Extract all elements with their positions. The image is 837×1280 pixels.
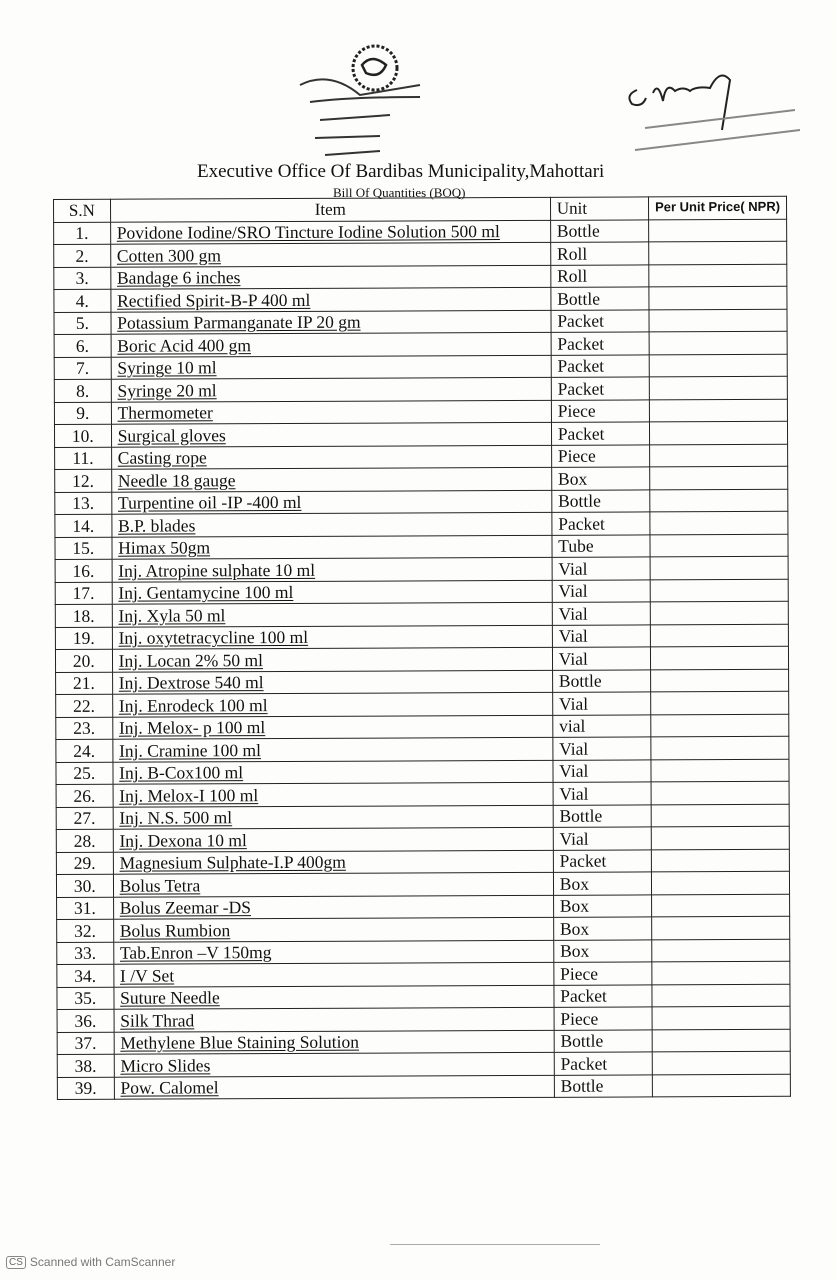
table-row xyxy=(54,286,787,312)
table-row xyxy=(54,331,787,357)
row-sn: 29. xyxy=(56,852,113,875)
row-price xyxy=(649,286,787,309)
row-sn: 25. xyxy=(56,762,113,785)
row-unit: Packet xyxy=(553,849,651,872)
table-row xyxy=(55,556,788,582)
row-unit: Packet xyxy=(551,309,649,332)
table-row xyxy=(55,466,788,492)
row-item: Inj. oxytetracycline 100 ml xyxy=(112,625,552,649)
row-unit: Packet xyxy=(551,332,649,355)
row-unit: Bottle xyxy=(553,804,651,827)
row-item: Methylene Blue Staining Solution xyxy=(114,1030,554,1054)
row-sn: 26. xyxy=(56,784,113,807)
row-unit: Bottle xyxy=(551,287,649,310)
row-sn: 34. xyxy=(57,964,114,987)
row-price xyxy=(651,736,789,759)
row-item: Syringe 10 ml xyxy=(111,355,551,379)
row-unit: Box xyxy=(554,939,652,962)
row-item: Rectified Spirit-B-P 400 ml xyxy=(111,287,551,311)
row-sn: 23. xyxy=(56,717,113,740)
table-row xyxy=(56,714,789,740)
row-unit: Packet xyxy=(551,422,649,445)
row-item: Inj. Xyla 50 ml xyxy=(112,602,552,626)
row-unit: Tube xyxy=(552,534,650,557)
row-item: Inj. Atropine sulphate 10 ml xyxy=(112,557,552,581)
row-sn: 30. xyxy=(56,874,113,897)
row-unit: Vial xyxy=(552,692,650,715)
table-row xyxy=(55,489,788,515)
row-price xyxy=(650,646,788,669)
row-item: Inj. Dextrose 540 ml xyxy=(112,670,552,694)
row-unit: Roll xyxy=(550,242,648,265)
row-sn: 14. xyxy=(55,514,112,537)
row-item: I /V Set xyxy=(113,962,553,986)
table-row xyxy=(54,421,787,447)
row-price xyxy=(652,894,790,917)
row-item: Bandage 6 inches xyxy=(110,265,550,289)
row-unit: Piece xyxy=(554,962,652,985)
table-row xyxy=(56,849,789,875)
row-item: Inj. Enrodeck 100 ml xyxy=(112,692,552,716)
row-price xyxy=(651,691,789,714)
row-item: Tab.Enron –V 150mg xyxy=(113,940,553,964)
document-subtitle: Bill Of Quantities (BOQ) xyxy=(333,185,466,200)
row-sn: 11. xyxy=(55,447,112,470)
row-unit: Packet xyxy=(552,512,650,535)
row-price xyxy=(650,489,788,512)
row-unit: Vial xyxy=(553,759,651,782)
column-header-price: Per Unit Price( NPR) xyxy=(649,196,787,219)
row-price xyxy=(652,939,790,962)
table-row xyxy=(55,646,788,672)
watermark-text: Scanned with CamScanner xyxy=(29,1255,176,1269)
table-row xyxy=(55,579,788,605)
table-row xyxy=(54,354,787,380)
row-unit: vial xyxy=(553,714,651,737)
row-sn: 33. xyxy=(57,942,114,965)
row-sn: 16. xyxy=(55,559,112,582)
row-sn: 31. xyxy=(57,897,114,920)
row-unit: Vial xyxy=(553,782,651,805)
row-sn: 28. xyxy=(56,829,113,852)
table-row xyxy=(56,871,789,897)
row-price xyxy=(652,1029,790,1052)
row-price xyxy=(650,556,788,579)
row-sn: 8. xyxy=(54,379,111,402)
row-price xyxy=(650,534,788,557)
row-item: Micro Slides xyxy=(114,1052,554,1076)
row-item: Silk Thrad xyxy=(114,1007,554,1031)
row-sn: 1. xyxy=(54,222,111,245)
row-unit: Bottle xyxy=(554,1029,652,1052)
row-price xyxy=(652,984,790,1007)
row-item: Cotten 300 gm xyxy=(110,242,550,266)
row-item: Potassium Parmanganate IP 20 gm xyxy=(111,310,551,334)
table-row xyxy=(55,511,788,537)
row-price xyxy=(650,444,788,467)
row-price xyxy=(651,759,789,782)
row-item: Thermometer xyxy=(111,400,551,424)
table-row xyxy=(56,759,789,785)
row-unit: Roll xyxy=(551,264,649,287)
table-row xyxy=(55,444,788,470)
row-item: Inj. B-Cox100 ml xyxy=(113,760,553,784)
row-unit: Vial xyxy=(552,602,650,625)
row-sn: 37. xyxy=(57,1032,114,1055)
table-header-row xyxy=(54,196,787,222)
row-item: Bolus Rumbion xyxy=(113,917,553,941)
divider xyxy=(390,1244,600,1245)
row-sn: 35. xyxy=(57,987,114,1010)
row-item: Inj. Cramine 100 ml xyxy=(112,737,552,761)
table-row xyxy=(56,736,789,762)
row-sn: 3. xyxy=(54,267,111,290)
row-unit: Bottle xyxy=(554,1074,652,1097)
scanner-watermark xyxy=(6,1255,175,1269)
row-unit: Packet xyxy=(554,984,652,1007)
row-price xyxy=(652,1006,790,1029)
row-item: Casting rope xyxy=(111,445,551,469)
row-item: Inj. Melox- p 100 ml xyxy=(112,715,552,739)
row-unit: Piece xyxy=(551,399,649,422)
row-unit: Vial xyxy=(552,647,650,670)
row-unit: Vial xyxy=(552,579,650,602)
row-sn: 5. xyxy=(54,312,111,335)
row-sn: 27. xyxy=(56,807,113,830)
row-item: Magnesium Sulphate-I.P 400gm xyxy=(113,850,553,874)
row-unit: Piece xyxy=(551,444,649,467)
row-unit: Vial xyxy=(552,624,650,647)
row-unit: Vial xyxy=(552,557,650,580)
row-item: Inj. Dexona 10 ml xyxy=(113,827,553,851)
row-price xyxy=(651,826,789,849)
row-sn: 39. xyxy=(57,1077,114,1100)
row-unit: Packet xyxy=(551,354,649,377)
table-row xyxy=(54,241,787,267)
row-price xyxy=(651,871,789,894)
table-row xyxy=(54,376,787,402)
row-sn: 2. xyxy=(54,244,111,267)
row-price xyxy=(649,309,787,332)
row-price xyxy=(652,1074,790,1097)
row-unit: Vial xyxy=(553,827,651,850)
row-item: Syringe 20 ml xyxy=(111,377,551,401)
row-price xyxy=(649,331,787,354)
row-item: Surgical gloves xyxy=(111,422,551,446)
row-sn: 13. xyxy=(55,492,112,515)
row-sn: 24. xyxy=(56,739,113,762)
row-unit: Box xyxy=(553,894,651,917)
table-row xyxy=(54,219,787,245)
row-item: Needle 18 gauge xyxy=(111,467,551,491)
row-item: Pow. Calomel xyxy=(114,1075,554,1099)
row-price xyxy=(650,511,788,534)
row-price xyxy=(649,241,787,264)
row-item: Bolus Tetra xyxy=(113,872,553,896)
row-unit: Box xyxy=(553,872,651,895)
column-header-sn: S.N xyxy=(54,199,111,222)
row-price xyxy=(650,624,788,647)
row-sn: 6. xyxy=(54,334,111,357)
row-sn: 9. xyxy=(54,402,111,425)
boq-table xyxy=(53,196,791,1100)
table-row xyxy=(56,691,789,717)
table-row xyxy=(56,669,789,695)
row-unit: Packet xyxy=(554,1052,652,1075)
row-sn: 10. xyxy=(54,424,111,447)
row-sn: 4. xyxy=(54,289,111,312)
row-item: Suture Needle xyxy=(114,985,554,1009)
row-sn: 22. xyxy=(56,694,113,717)
table-row xyxy=(55,534,788,560)
signature-stamp xyxy=(615,68,810,163)
table-row xyxy=(57,1029,790,1055)
row-unit: Vial xyxy=(553,737,651,760)
row-price xyxy=(652,1051,790,1074)
row-item: Inj. Gentamycine 100 ml xyxy=(112,580,552,604)
municipality-seal xyxy=(290,40,440,165)
row-price xyxy=(649,399,787,422)
row-item: Inj. Locan 2% 50 ml xyxy=(112,647,552,671)
row-sn: 7. xyxy=(54,357,111,380)
table-row xyxy=(54,399,787,425)
row-item: B.P. blades xyxy=(112,512,552,536)
camscanner-logo: CS xyxy=(6,1256,26,1269)
row-price xyxy=(652,916,790,939)
row-sn: 20. xyxy=(55,649,112,672)
row-sn: 15. xyxy=(55,537,112,560)
row-price xyxy=(649,354,787,377)
row-item: Turpentine oil -IP -400 ml xyxy=(111,490,551,514)
table-row xyxy=(57,1051,790,1077)
table-row xyxy=(54,309,787,335)
column-header-item: Item xyxy=(110,197,550,221)
row-price xyxy=(649,219,787,242)
row-item: Boric Acid 400 gm xyxy=(111,332,551,356)
row-price xyxy=(649,264,787,287)
row-unit: Box xyxy=(551,467,649,490)
table-row xyxy=(56,826,789,852)
row-item: Inj. Melox-I 100 ml xyxy=(113,782,553,806)
table-row xyxy=(57,916,790,942)
document-title: Executive Office Of Bardibas Municipality,Mahottari xyxy=(197,161,605,182)
table-row xyxy=(55,601,788,627)
row-price xyxy=(649,376,787,399)
row-sn: 12. xyxy=(55,469,112,492)
table-row xyxy=(54,264,787,290)
row-price xyxy=(651,781,789,804)
table-row xyxy=(57,1006,790,1032)
row-unit: Box xyxy=(553,917,651,940)
table-row xyxy=(57,1074,790,1100)
row-sn: 17. xyxy=(55,582,112,605)
table-row xyxy=(56,781,789,807)
row-sn: 18. xyxy=(55,604,112,627)
table-row xyxy=(56,804,789,830)
row-sn: 32. xyxy=(57,919,114,942)
row-unit: Bottle xyxy=(550,219,648,242)
table-row xyxy=(57,939,790,965)
row-sn: 19. xyxy=(55,627,112,650)
row-item: Povidone Iodine/SRO Tincture Iodine Solution 500 ml xyxy=(110,220,550,244)
row-item: Himax 50gm xyxy=(112,535,552,559)
row-price xyxy=(651,669,789,692)
row-sn: 38. xyxy=(57,1054,114,1077)
row-unit: Bottle xyxy=(552,669,650,692)
row-price xyxy=(651,804,789,827)
row-price xyxy=(649,421,787,444)
row-unit: Packet xyxy=(551,377,649,400)
row-sn: 36. xyxy=(57,1009,114,1032)
table-row xyxy=(57,984,790,1010)
row-unit: Bottle xyxy=(552,489,650,512)
row-price xyxy=(651,849,789,872)
row-price xyxy=(651,714,789,737)
row-unit: Piece xyxy=(554,1007,652,1030)
table-row xyxy=(57,894,790,920)
row-sn: 21. xyxy=(56,672,113,695)
row-price xyxy=(650,466,788,489)
table-row xyxy=(55,624,788,650)
row-item: Inj. N.S. 500 ml xyxy=(113,805,553,829)
row-price xyxy=(650,579,788,602)
row-price xyxy=(652,961,790,984)
row-price xyxy=(650,601,788,624)
column-header-unit: Unit xyxy=(550,197,648,220)
row-item: Bolus Zeemar -DS xyxy=(113,895,553,919)
table-row xyxy=(57,961,790,987)
